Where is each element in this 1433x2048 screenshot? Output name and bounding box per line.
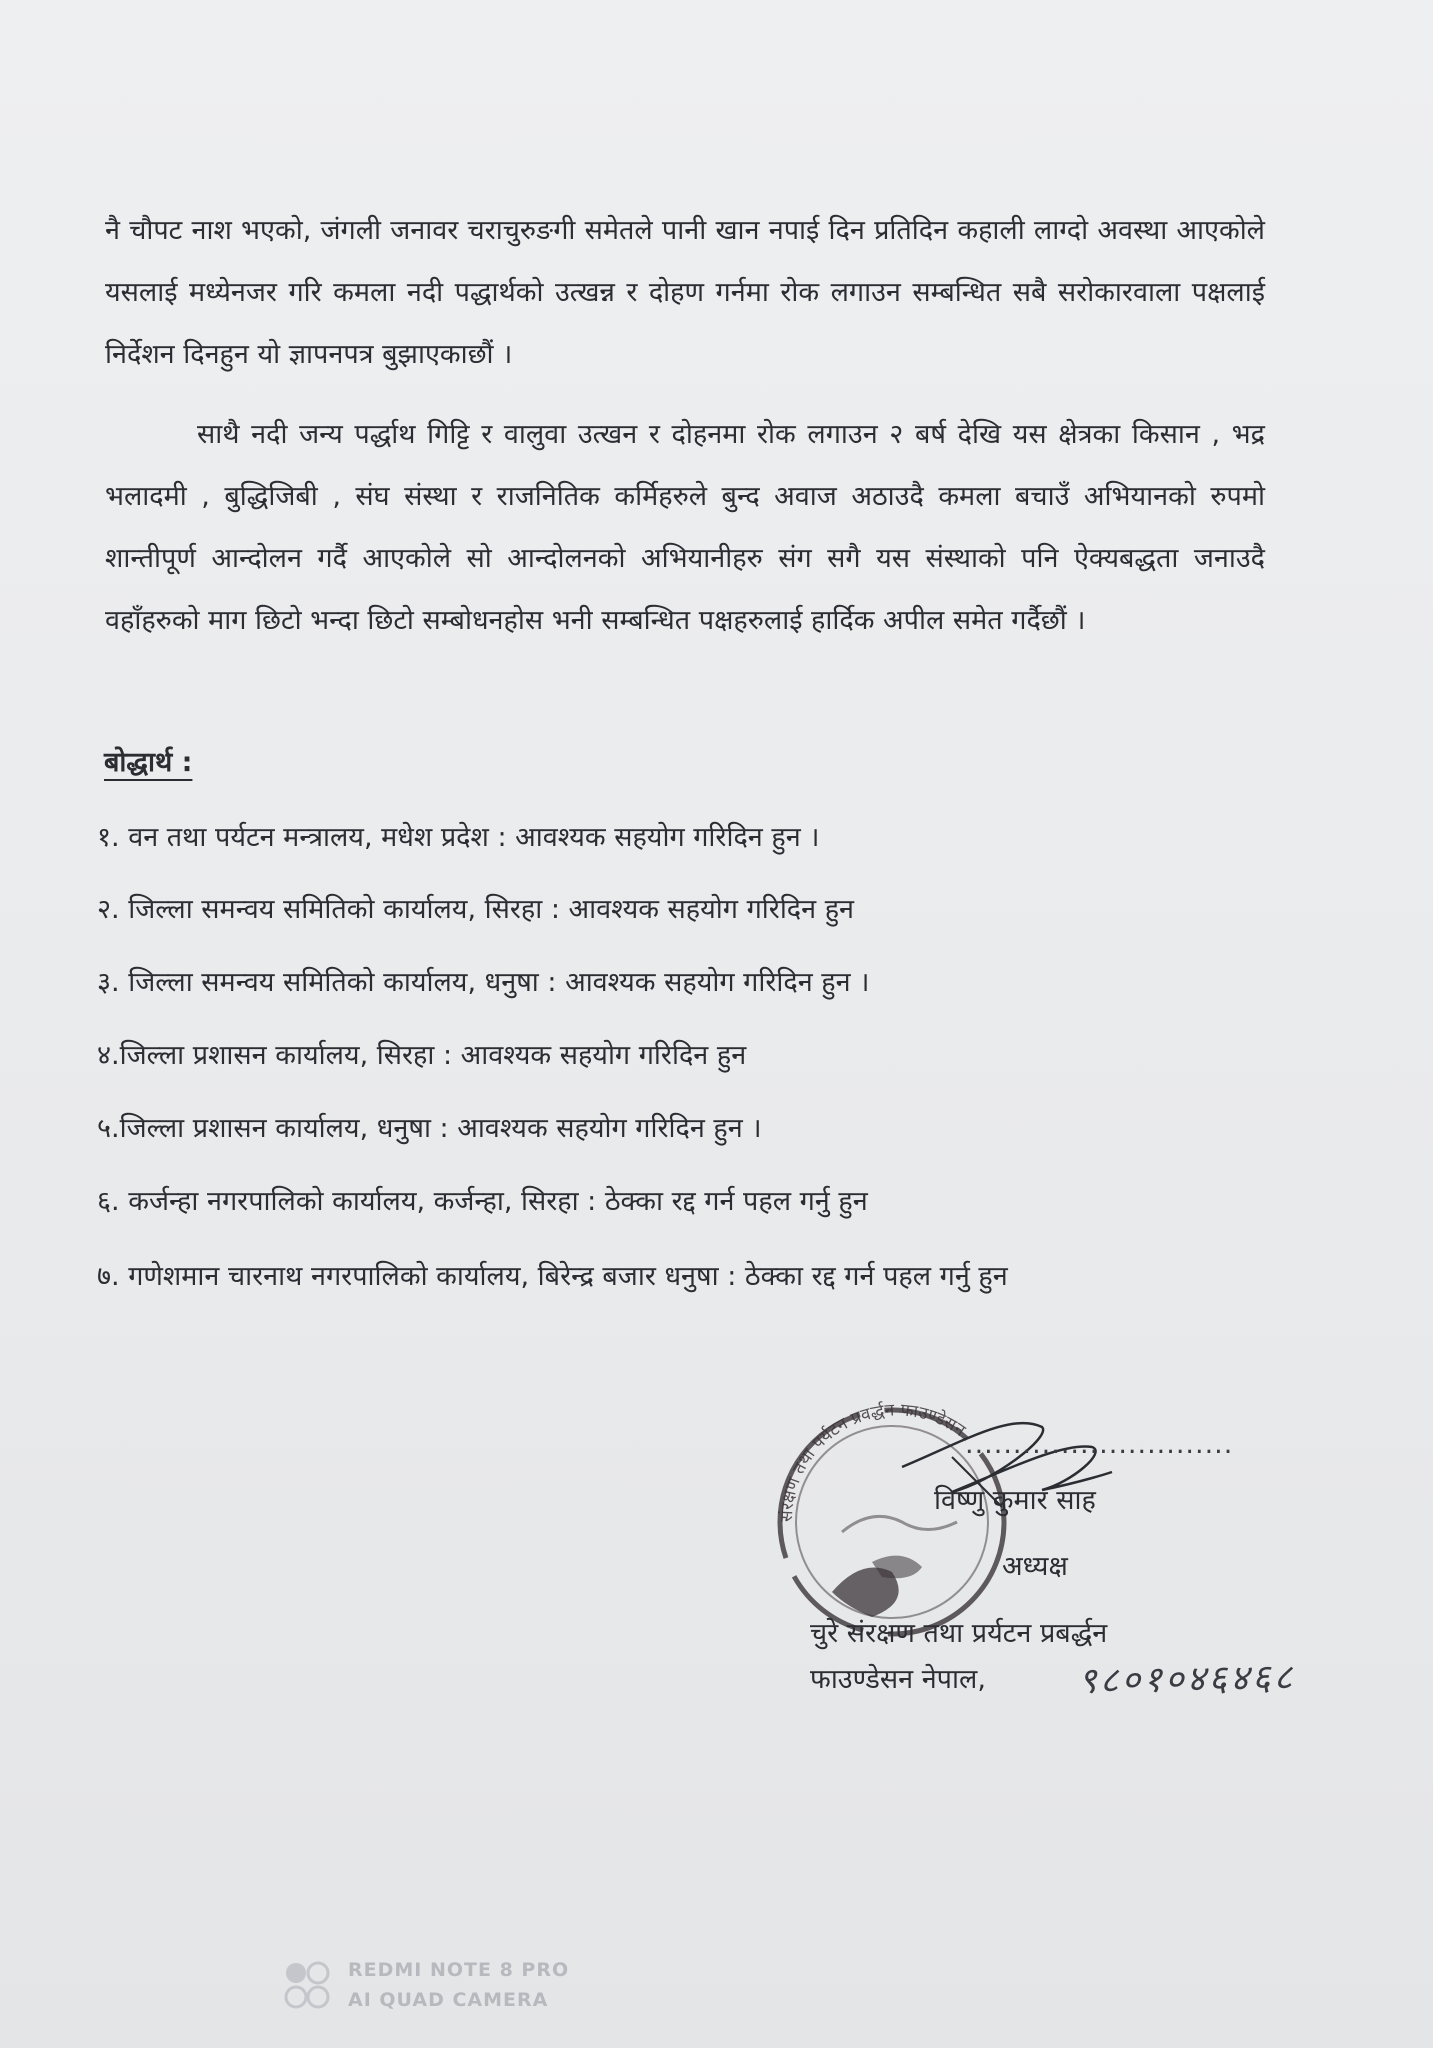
cc-item: ५.जिल्ला प्रशासन कार्यालय, धनुषा : आवश्यक सहयोग गरिदिन हुन । <box>97 1113 762 1144</box>
camera-logo-icon <box>284 1961 332 2013</box>
body-paragraph-1: नै चौपट नाश भएको, जंगली जनावर चराचुरुङगी समेतले पानी खान नपाई दिन प्रतिदिन कहाली लाग्दो अवस्था आएकोले यसलाई मध्येनजर गरि कमला नदी पद्धार्थको उत्खन्न र दोहण गर्नमा रोक लगाउन सम्बन्धित सबै सरोकारवाला पक्षलाई निर्देशन दिनहुन यो ज्ञापनपत्र बुझाएकाछौं । <box>105 215 1265 370</box>
signatory-name: विष्णु कुमार साह <box>934 1485 1096 1516</box>
cc-item: ७. गणेशमान चारनाथ नगरपालिको कार्यालय, बिरेन्द्र बजार धनुषा : ठेक्का रद्द गर्न पहल गर्नु हुन <box>97 1261 1008 1292</box>
watermark-line-2: AI QUAD CAMERA <box>348 1989 549 2011</box>
camera-watermark <box>284 1955 569 2015</box>
signature-dots: ............................ <box>965 1429 1234 1460</box>
cc-item: ४.जिल्ला प्रशासन कार्यालय, सिरहा : आवश्यक सहयोग गरिदिन हुन <box>97 1040 747 1071</box>
cc-item: १. वन तथा पर्यटन मन्त्रालय, मधेश प्रदेश : आवश्यक सहयोग गरिदिन हुन । <box>97 822 820 853</box>
cc-item: ३. जिल्ला समन्वय समितिको कार्यालय, धनुषा : आवश्यक सहयोग गरिदिन हुन । <box>97 967 870 998</box>
watermark-line-1: REDMI NOTE 8 PRO <box>348 1959 570 1981</box>
cc-item: ६. कर्जन्हा नगरपालिको कार्यालय, कर्जन्हा, सिरहा : ठेक्का रद्द गर्न पहल गर्नु हुन <box>97 1186 868 1217</box>
handwritten-phone: ९८०१०४६४६८ <box>1077 1657 1296 1702</box>
stamp-text: संरक्षण तथा पर्यटन प्रवर्द्धन फाउण्डेसन <box>776 1400 969 1523</box>
organization-name: चुरे संरक्षण तथा प्रर्यटन प्रबर्द्धन <box>810 1618 1108 1649</box>
signatory-title: अध्यक्ष <box>1002 1551 1068 1582</box>
body-paragraph-2: साथै नदी जन्य पर्द्धाथ गिट्टि र वालुवा उत्खन र दोहनमा रोक लगाउन २ बर्ष देखि यस क्षेत्रका किसान , भद्र भलादमी , बुद्धिजिबी , संघ संस्था र राजनितिक कर्मिहरुले बुन्द अवाज अठाउदै कमला बचाउँ अभियानको रुपमो शान्तीपूर्ण आन्दोलन गर्दै आएकोले सो आन्दोलनको अभियानीहरु संग सगै यस संस्थाको पनि ऐक्यबद्धता जनाउदै वहाँहरुको माग छिटो भन्दा छिटो सम्बोधनहोस भनी सम्बन्धित पक्षहरुलाई हार्दिक अपील समेत गर्दैछौं । <box>105 419 1265 636</box>
signature-block <box>752 1372 1312 1642</box>
cc-heading: बोद्धार्थ : <box>104 747 193 778</box>
organization-name-line2: फाउण्डेसन नेपाल, <box>810 1664 986 1695</box>
cc-item: २. जिल्ला समन्वय समितिको कार्यालय, सिरहा : आवश्यक सहयोग गरिदिन हुन <box>97 894 855 925</box>
